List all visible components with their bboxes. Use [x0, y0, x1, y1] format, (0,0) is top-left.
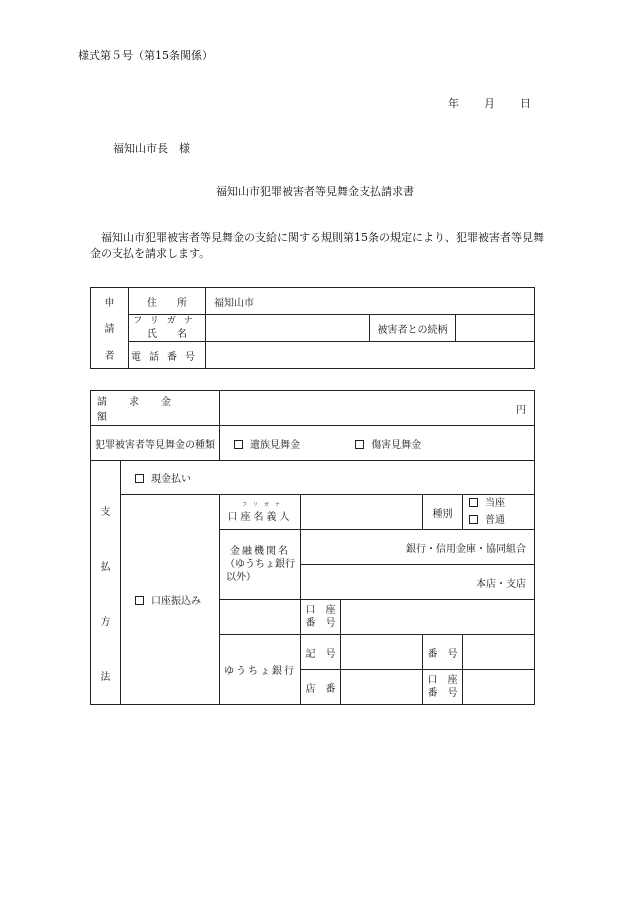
symbol-field[interactable] [341, 635, 423, 670]
method-label: 支 払 方 法 [91, 461, 121, 705]
account-number-field[interactable] [341, 600, 535, 635]
bereavement-checkbox[interactable]: 遺族見舞金 [234, 440, 300, 451]
applicant-group-label: 申 請 者 [91, 288, 129, 369]
amount-label: 請求金額 [91, 391, 220, 426]
cash-option[interactable]: 現金払い [121, 461, 535, 495]
checkbox-icon [234, 440, 243, 449]
date-year[interactable]: 年 [448, 97, 459, 110]
address-field[interactable]: 福知山市 [206, 288, 535, 315]
current-account-checkbox[interactable]: 当座 [469, 495, 534, 512]
amount-field[interactable]: 円 [220, 391, 535, 426]
form-number: 様式第５号（第15条関係） [78, 49, 213, 62]
date-line [448, 95, 531, 111]
injury-checkbox[interactable]: 傷害見舞金 [355, 440, 421, 451]
checkbox-icon [135, 474, 144, 483]
name-label: フリガナ 氏 名 [129, 315, 206, 342]
ordinary-account-checkbox[interactable]: 普通 [469, 512, 534, 529]
account-number-label: 口 座 番 号 [301, 600, 341, 635]
yucho-label: ゆうちょ銀行 [220, 635, 301, 705]
body-text: 福知山市犯罪被害者等見舞金の支給に関する規則第15条の規定により、犯罪被害者等見舞金の支払を請求します。 [90, 231, 544, 260]
bank-name-label: 金融機関名 （ゆうちょ銀行 以外） [220, 530, 301, 600]
bank-name-field[interactable]: 銀行・信用金庫・協同組合 [301, 530, 535, 565]
checkbox-icon [355, 440, 364, 449]
address-label: 住 所 [129, 288, 206, 315]
type-options [220, 426, 535, 461]
symbol-label: 記 号 [301, 635, 341, 670]
phone-label: 電話番号 [129, 342, 206, 369]
checkbox-icon [469, 498, 478, 507]
yucho-account-field[interactable] [463, 670, 535, 705]
transfer-option[interactable]: 口座振込み [121, 495, 220, 705]
date-month[interactable]: 月 [484, 97, 495, 110]
branch-name-field[interactable]: 本店・支店 [301, 565, 535, 600]
relation-field[interactable] [456, 315, 535, 342]
shop-number-label: 店 番 [301, 670, 341, 705]
relation-label: 被害者との続柄 [370, 315, 456, 342]
account-type-options [463, 495, 535, 530]
number-label: 番 号 [423, 635, 463, 670]
document-title: 福知山市犯罪被害者等見舞金支払請求書 [216, 185, 414, 198]
applicant-table [90, 287, 535, 369]
checkbox-icon [469, 515, 478, 524]
account-type-label: 種別 [423, 495, 463, 530]
date-day[interactable]: 日 [520, 97, 531, 110]
phone-field[interactable] [206, 342, 535, 369]
empty-cell [220, 600, 301, 635]
name-field[interactable] [206, 315, 370, 342]
yucho-account-label: 口 座 番 号 [423, 670, 463, 705]
shop-number-field[interactable] [341, 670, 423, 705]
addressee: 福知山市長 様 [113, 142, 190, 155]
checkbox-icon [135, 596, 144, 605]
type-label: 犯罪被害者等見舞金の種類 [91, 426, 220, 461]
payment-table [90, 390, 535, 705]
holder-label: フリガナ 口座名義人 [220, 495, 301, 530]
number-field[interactable] [463, 635, 535, 670]
holder-field[interactable] [301, 495, 423, 530]
